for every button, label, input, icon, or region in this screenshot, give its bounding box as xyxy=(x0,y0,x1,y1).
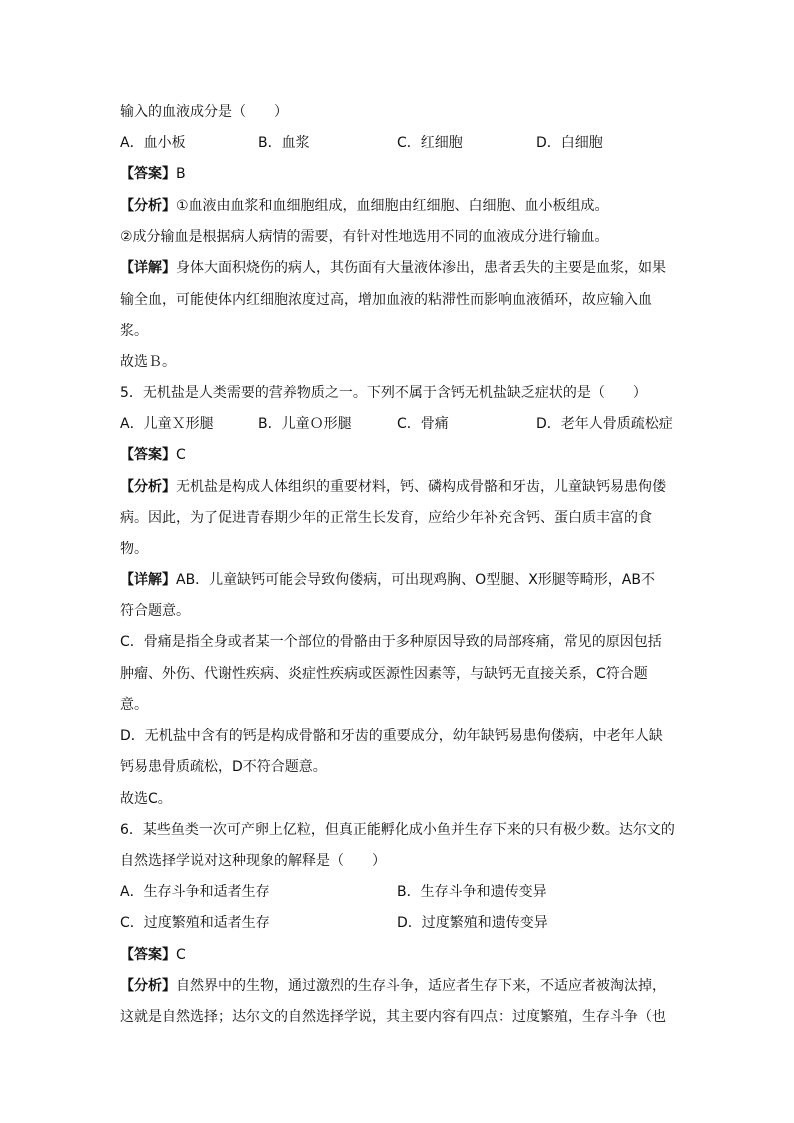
q5-analysis-line-1 xyxy=(120,478,680,496)
q5-conclusion: 故选C。 xyxy=(120,791,172,807)
q5-detail-line-5: 意。 xyxy=(120,697,148,713)
q5-detail-line-3: C．骨痛是指全身或者某一个部位的骨骼由于多种原因导致的局部疼痛，常见的原因包括 xyxy=(120,634,662,650)
analysis-text: 无机盐是构成人体组织的重要材料，钙、磷构成骨骼和牙齿，儿童缺钙易患佝偻 xyxy=(176,479,666,495)
q6-analysis-line-2: 这就是自然选择；达尔文的自然选择学说，其主要内容有四点：过度繁殖，生存斗争（也 xyxy=(120,1009,666,1025)
answer-tag: 【答案】 xyxy=(120,947,176,963)
q4-detail-line-3: 浆。 xyxy=(120,323,148,339)
detail-tag: 【详解】 xyxy=(120,260,176,276)
detail-text: 身体大面积烧伤的病人，其伤面有大量液体渗出，患者丢失的主要是血浆，如果 xyxy=(176,260,666,276)
q5-option-a: A．儿童Ｘ形腿 xyxy=(120,416,214,432)
q5-detail-line-4: 肿瘤、外伤、代谢性疾病、炎症性疾病或医源性因素等，与缺钙无直接关系，C符合题 xyxy=(120,666,648,682)
q5-option-c: C．骨痛 xyxy=(397,416,449,432)
q5-detail-line-1 xyxy=(120,571,680,589)
question-6-stem-line-1: 6．某些鱼类一次可产卵上亿粒，但真正能孵化成小鱼并生存下来的只有极少数。达尔文的 xyxy=(120,822,675,838)
analysis-tag: 【分析】 xyxy=(120,198,176,214)
detail-tag: 【详解】 xyxy=(120,572,176,588)
q6-answer xyxy=(120,946,680,964)
q5-analysis-line-2: 病。因此，为了促进青春期少年的正常生长发育，应给少年补充含钙、蛋白质丰富的食 xyxy=(120,510,652,526)
q5-detail-line-2: 符合题意。 xyxy=(120,603,190,619)
analysis-text: ①血液由血浆和血细胞组成，血细胞由红细胞、白细胞、血小板组成。 xyxy=(176,198,609,214)
q4-option-a: A．血小板 xyxy=(120,135,186,151)
question-4-stem-tail: 输入的血液成分是（ ） xyxy=(120,104,288,120)
answer-tag: 【答案】 xyxy=(120,166,176,182)
q4-option-d: D．白细胞 xyxy=(536,135,603,151)
q5-analysis-line-3: 物。 xyxy=(120,541,148,557)
q4-conclusion: 故选Ｂ。 xyxy=(120,354,176,370)
answer-value: B xyxy=(176,166,186,182)
answer-tag: 【答案】 xyxy=(120,447,176,463)
q5-option-b: B．儿童Ｏ形腿 xyxy=(258,416,352,432)
q4-answer xyxy=(120,165,680,183)
q4-detail-line-2: 输全血，可能使体内红细胞浓度过高，增加血液的粘滞性而影响血液循环，故应输入血 xyxy=(120,292,652,308)
detail-text: AB．儿童缺钙可能会导致佝偻病，可出现鸡胸、O型腿、X形腿等畸形，AB不 xyxy=(176,572,655,588)
analysis-text: 自然界中的生物，通过激烈的生存斗争，适应者生存下来，不适应者被淘汰掉， xyxy=(176,978,666,994)
q4-option-b: B．血浆 xyxy=(258,135,310,151)
q5-answer xyxy=(120,446,680,464)
q6-analysis-line-1 xyxy=(120,977,680,995)
question-6-stem-line-2: 自然选择学说对这种现象的解释是（ ） xyxy=(120,853,386,869)
q4-option-c: C．红细胞 xyxy=(397,135,463,151)
analysis-tag: 【分析】 xyxy=(120,479,176,495)
q6-option-d: D．过度繁殖和遗传变异 xyxy=(397,915,548,931)
question-5-stem: 5．无机盐是人类需要的营养物质之一。下列不属于含钙无机盐缺乏症状的是（ ） xyxy=(120,385,647,401)
q6-option-b: B．生存斗争和遗传变异 xyxy=(397,884,547,900)
q5-option-d: D．老年人骨质疏松症 xyxy=(536,416,673,432)
q4-detail-line-1 xyxy=(120,259,680,277)
q6-option-a: A．生存斗争和适者生存 xyxy=(120,884,270,900)
q4-analysis-line-1 xyxy=(120,197,680,215)
q5-detail-line-6: D．无机盐中含有的钙是构成骨骼和牙齿的重要成分，幼年缺钙易患佝偻病，中老年人缺 xyxy=(120,728,663,744)
answer-value: C xyxy=(176,447,186,463)
q5-detail-line-7: 钙易患骨质疏松，D不符合题意。 xyxy=(120,759,327,775)
answer-value: C xyxy=(176,947,186,963)
q4-analysis-line-2: ②成分输血是根据病人病情的需要，有针对性地选用不同的血液成分进行输血。 xyxy=(120,229,609,245)
analysis-tag: 【分析】 xyxy=(120,978,176,994)
q6-option-c: C．过度繁殖和适者生存 xyxy=(120,915,270,931)
